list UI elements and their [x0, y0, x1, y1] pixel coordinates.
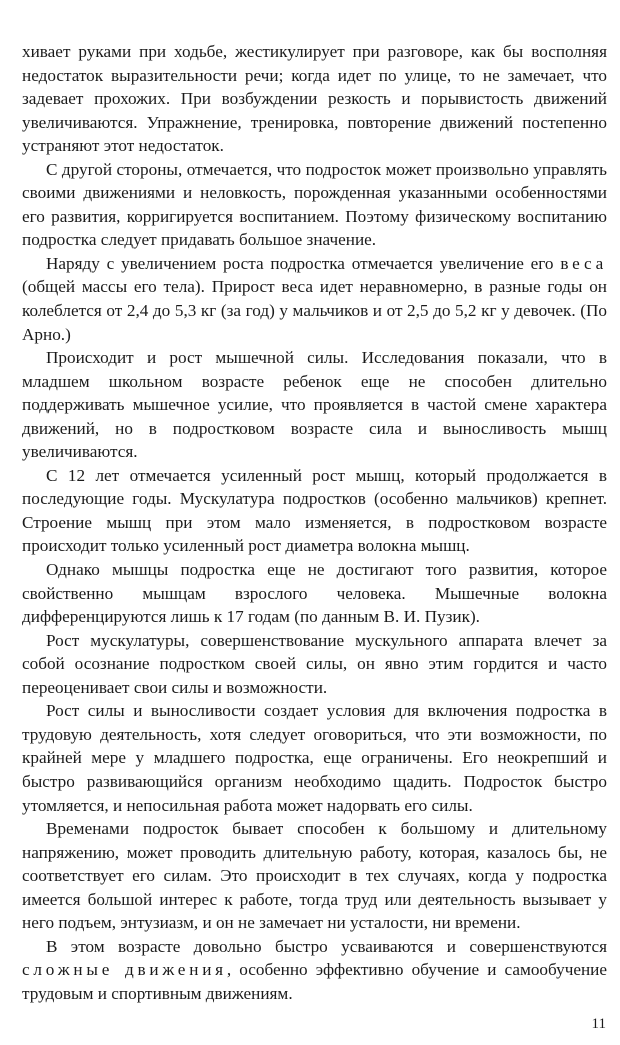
paragraph-10-after: , особенно эффективно обучение и самообучение трудовым и спортивным движениям. — [22, 960, 607, 1003]
paragraph-2: С другой стороны, отмечается, что подросток может произвольно управлять своими движениями и неловкость, порожденная указанными особенностями его развития, корригируется воспитанием. Поэтому физическому воспитанию подростка следует придавать большое значение. — [22, 159, 607, 250]
paragraph-5: С 12 лет отмечается усиленный рост мышц, который продолжается в последующие годы. Мускулатура подростков (особенно мальчиков) крепнет. Строение мышц при этом мало изменяется, в подростковом возрасте происходит только усиленный рост диаметра волокна мышц. — [22, 465, 607, 556]
paragraph-8: Рост силы и выносливости создает условия для включения подростка в трудовую деятельность, хотя следует оговориться, что эти возможности, по крайней мере у младшего подростка, еще ограничены. Его неокрепший и быстро развивающийся организм необходимо щадить. Подросток быстро утомляется, и непосильная работа может надорвать его силы. — [22, 701, 607, 815]
paragraph-10 — [22, 935, 607, 1006]
paragraph-9: Временами подросток бывает способен к большому и длительному напряжению, может проводить длительную работу, которая, казалось бы, не соответствует его силам. Это происходит в тех случаях, когда у подростка имеется большой интерес к работе, тогда труд или деятельность вызывает у него подъем, энтузиазм, и он не замечает ни усталости, ни времени. — [22, 819, 607, 933]
emphasis-complex-movements: сложные движения — [22, 960, 227, 980]
page-body — [22, 40, 607, 1003]
paragraph-7: Рост мускулатуры, совершенствование мускульного аппарата влечет за собой осознание подростком своей силы, он явно этим гордится и часто переоценивает свои силы и возможности. — [22, 630, 607, 697]
paragraph-3-before: Наряду с увеличением роста подростка отмечается увеличение его — [46, 253, 554, 273]
page-number: 11 — [591, 1016, 606, 1032]
paragraph-3-after: (общей массы его тела). Прирост веса идет неравномерно, в разные годы он колеблется от 2,4 до 5,3 кг (за год) у мальчиков и от 2,5 до 5,2 кг у девочек. (По Арно.) — [22, 277, 607, 344]
paragraph-10-before: В этом возрасте довольно быстро усваиваются и совершенствуются — [46, 936, 607, 956]
paragraph-4: Происходит и рост мышечной силы. Исследования показали, что в младшем школьном возрасте ребенок еще не способен длительно поддерживать мышечное усилие, что проявляется в частой смене характера движений, но в подростковом возрасте сила и выносливость мышц увеличиваются. — [22, 348, 607, 462]
emphasis-weight: веса — [560, 253, 607, 273]
paragraph-1: хивает руками при ходьбе, жестикулирует при разговоре, как бы восполняя недостаток выразительности речи; когда идет по улице, то не замечает, что задевает прохожих. При возбуждении резкость и порывистость движений увеличиваются. Упражнение, тренировка, повторение движений постепенно устраняют этот недостаток. — [22, 42, 607, 156]
paragraph-3 — [22, 252, 607, 346]
paragraph-6: Однако мышцы подростка еще не достигают того развития, которое свойственно мышцам взрослого человека. Мышечные волокна дифференцируются лишь к 17 годам (по данным В. И. Пузик). — [22, 560, 607, 627]
